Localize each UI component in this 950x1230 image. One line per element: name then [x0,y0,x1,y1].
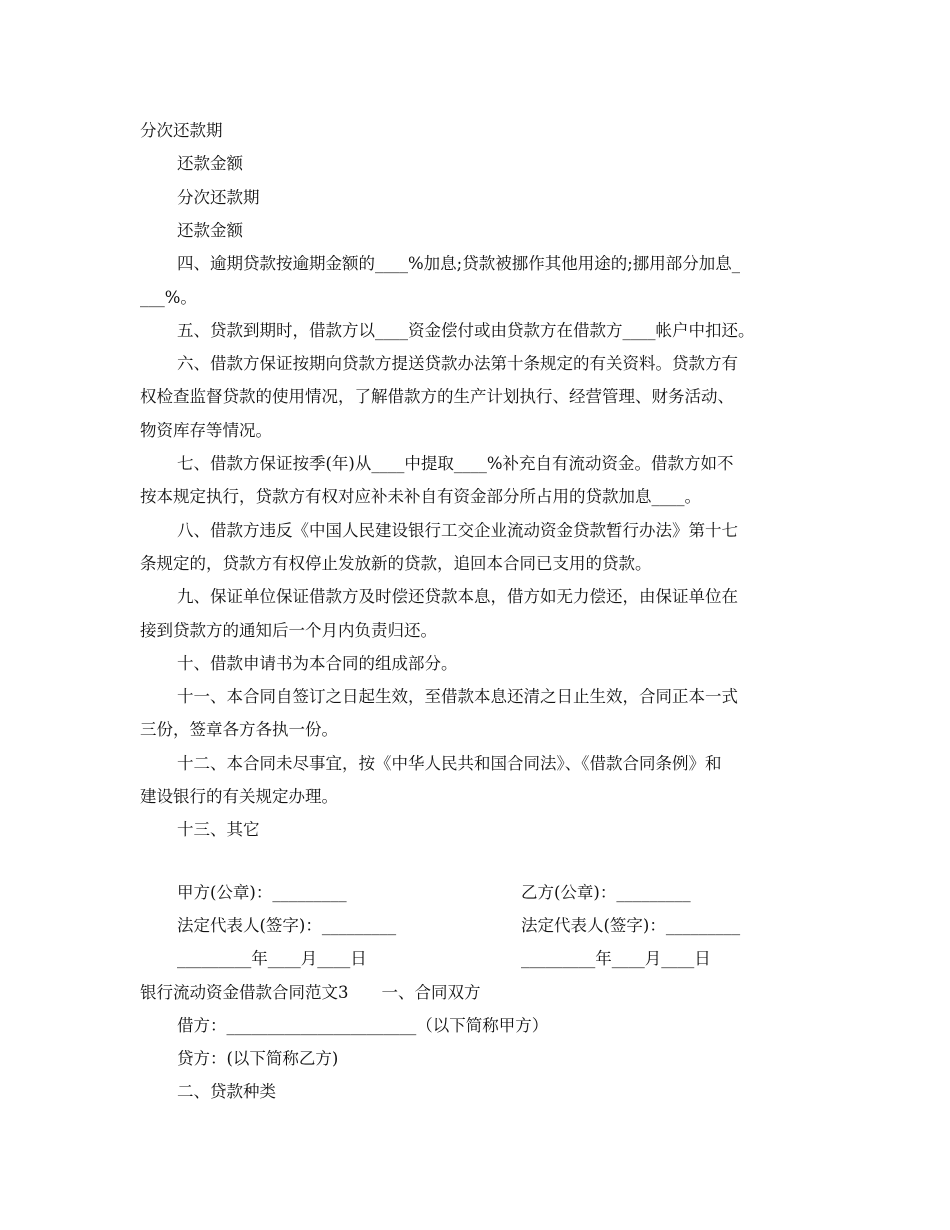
text-line: 四、逾期贷款按逾期金额的____%加息;贷款被挪作其他用途的;挪用部分加息_ [177,254,741,273]
text-line: 三份，签章各方各执一份。 [140,720,338,739]
text-line: 十、借款申请书为本合同的组成部分。 [177,654,458,673]
party-b-seal: 乙方(公章)：_________ [521,883,691,902]
text-line: 物资库存等情况。 [140,421,272,440]
party-a-representative: 法定代表人(签字)：_________ [177,916,397,935]
text-line: 十二、本合同未尽事宜，按《中华人民共和国合同法》、《借款合同条例》和 [177,754,722,773]
text-line: 十一、本合同自签订之日起生效，至借款本息还清之日止生效，合同正本一式 [177,687,738,706]
text-line: ___%。 [140,288,197,307]
text-line: 六、借款方保证按期向贷款方提送贷款办法第十条规定的有关资料。贷款方有 [177,354,738,373]
text-line: 建设银行的有关规定办理。 [140,787,338,806]
text-line: 分次还款期 [177,188,260,207]
lender-line: 贷方：(以下简称乙方) [177,1049,339,1068]
section-heading: 银行流动资金借款合同范文3 一、合同双方 [140,983,481,1002]
text-line: 九、保证单位保证借款方及时偿还贷款本息，借方如无力偿还，由保证单位在 [177,587,738,606]
text-line: 还款金额 [177,221,243,240]
text-line: 七、借款方保证按季(年)从____中提取____%补充自有流动资金。借款方如不 [177,454,734,473]
party-b-date: _________年____月____日 [521,949,711,968]
text-line: 五、贷款到期时，借款方以____资金偿付或由贷款方在借款方____帐户中扣还。 [177,321,755,340]
text-line: 分次还款期 [140,121,223,140]
text-line: 八、借款方违反《中国人民建设银行工交企业流动资金贷款暂行办法》第十七 [177,521,738,540]
party-a-seal: 甲方(公章)：_________ [177,883,347,902]
text-line: 还款金额 [177,154,243,173]
party-b-representative: 法定代表人(签字)：_________ [521,916,741,935]
text-line: 条规定的，贷款方有权停止发放新的贷款，追回本合同已支用的贷款。 [140,554,652,573]
text-line: 十三、其它 [177,820,260,839]
text-line: 接到贷款方的通知后一个月内负责归还。 [140,621,437,640]
party-a-date: _________年____月____日 [177,949,367,968]
loan-type-line: 二、贷款种类 [177,1082,276,1101]
borrower-line: 借方：_______________________（以下简称甲方） [177,1016,549,1035]
text-line: 权检查监督贷款的使用情况，了解借款方的生产计划执行、经营管理、财务活动、 [140,387,734,406]
text-line: 按本规定执行，贷款方有权对应补未补自有资金部分所占用的贷款加息____。 [140,487,701,506]
